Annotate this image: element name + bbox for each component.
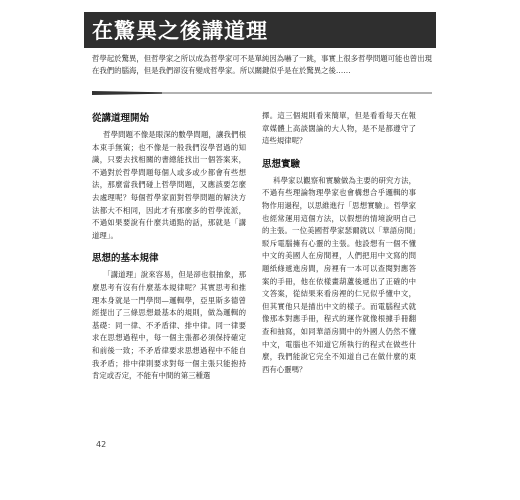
section-heading: 思想的基本規律 — [92, 253, 159, 265]
section-divider — [92, 89, 432, 97]
intro-text: 哲學起於驚異，但哲學家之所以成為哲學家可不是單純因為嚇了一跳，事實上很多哲學問題可能也曾出現在我們的腦海，但是我們卻沒有變成哲學家。所以關鍵似乎是在於驚異之後…… — [92, 54, 432, 75]
page-number: 42 — [96, 440, 107, 449]
page-title: 在驚異之後講道理 — [92, 19, 268, 43]
section-heading: 從講道理開始 — [92, 113, 150, 124]
paragraph: 哲學問題不像是眼深的數學問題，讓我們根本束手無策；也不像是一般我們沒學習過的知識，只要去找相關的書總能找出一個答案來，不過對於哲學問題每個人或多或少都會有些想法，那麼當我們碰上哲學問題，又應該要怎麼去處理呢？每個哲學家面對哲學問題的解決方法都大不相同，因此才有那麼多的哲學流派，不過如果要說有什麼共通點的話，那就是「講道理」。 — [92, 130, 246, 240]
right-column — [262, 110, 416, 376]
paragraph: 擇。這三個規則看來簡單，但是看看每天在報章媒體上高談闊論的大人物，是不是都遵守了這些規律呢？ — [262, 111, 416, 146]
paragraph: 「講道理」說來容易，但是卻也很抽象，那麼思考有沒有什麼基本規律呢？其實思考和推理本身就是一門學問—邏輯學，亞里斯多德曾經提出了三條思想最基本的規則，做為邏輯的基礎：同一律、不矛盾律、排中律。同一律要求在思想過程中，每一個主張都必須保持確定和前後一致；不矛盾律要求思想過程中不能自我矛盾；排中律則要求對每一個主張只能抱持肯定或否定，不能有中間的第三種選 — [92, 270, 246, 381]
section-heading: 思想實驗 — [262, 158, 301, 170]
left-column — [92, 110, 246, 383]
paragraph: 科學家以觀察和實驗做為主要的研究方法，不過有些理論物理學家也會構想合乎邏輯的事物作用過程，以思維進行「思想實驗」。哲學家也經常運用這個方法，以假想的情境說明自己的主張。一位美國哲學家瑟爾就以「華語房間」駁斥電腦擁有心靈的主張。他設想有一個不懂中文的美國人在房間裡，人們把用中文寫的問題紙條遞進房間，房裡有一本可以查閱對應答案的手冊，他在依樣畫葫蘆後遞出了正確的中文答案，從結果來看房裡的仁兄似乎懂中文，但其實他只是描出中文的樣子。而電腦程式就像那本對應手冊，程式的運作就像根據手冊翻查和抽寫，如同華語房間中的外國人仍然不懂中文，電腦也不知道它所執行的程式在做些什麼，我們能說它完全不知道自己在做什麼的東西有心靈嗎？ — [262, 175, 416, 374]
intro-block — [92, 53, 432, 76]
